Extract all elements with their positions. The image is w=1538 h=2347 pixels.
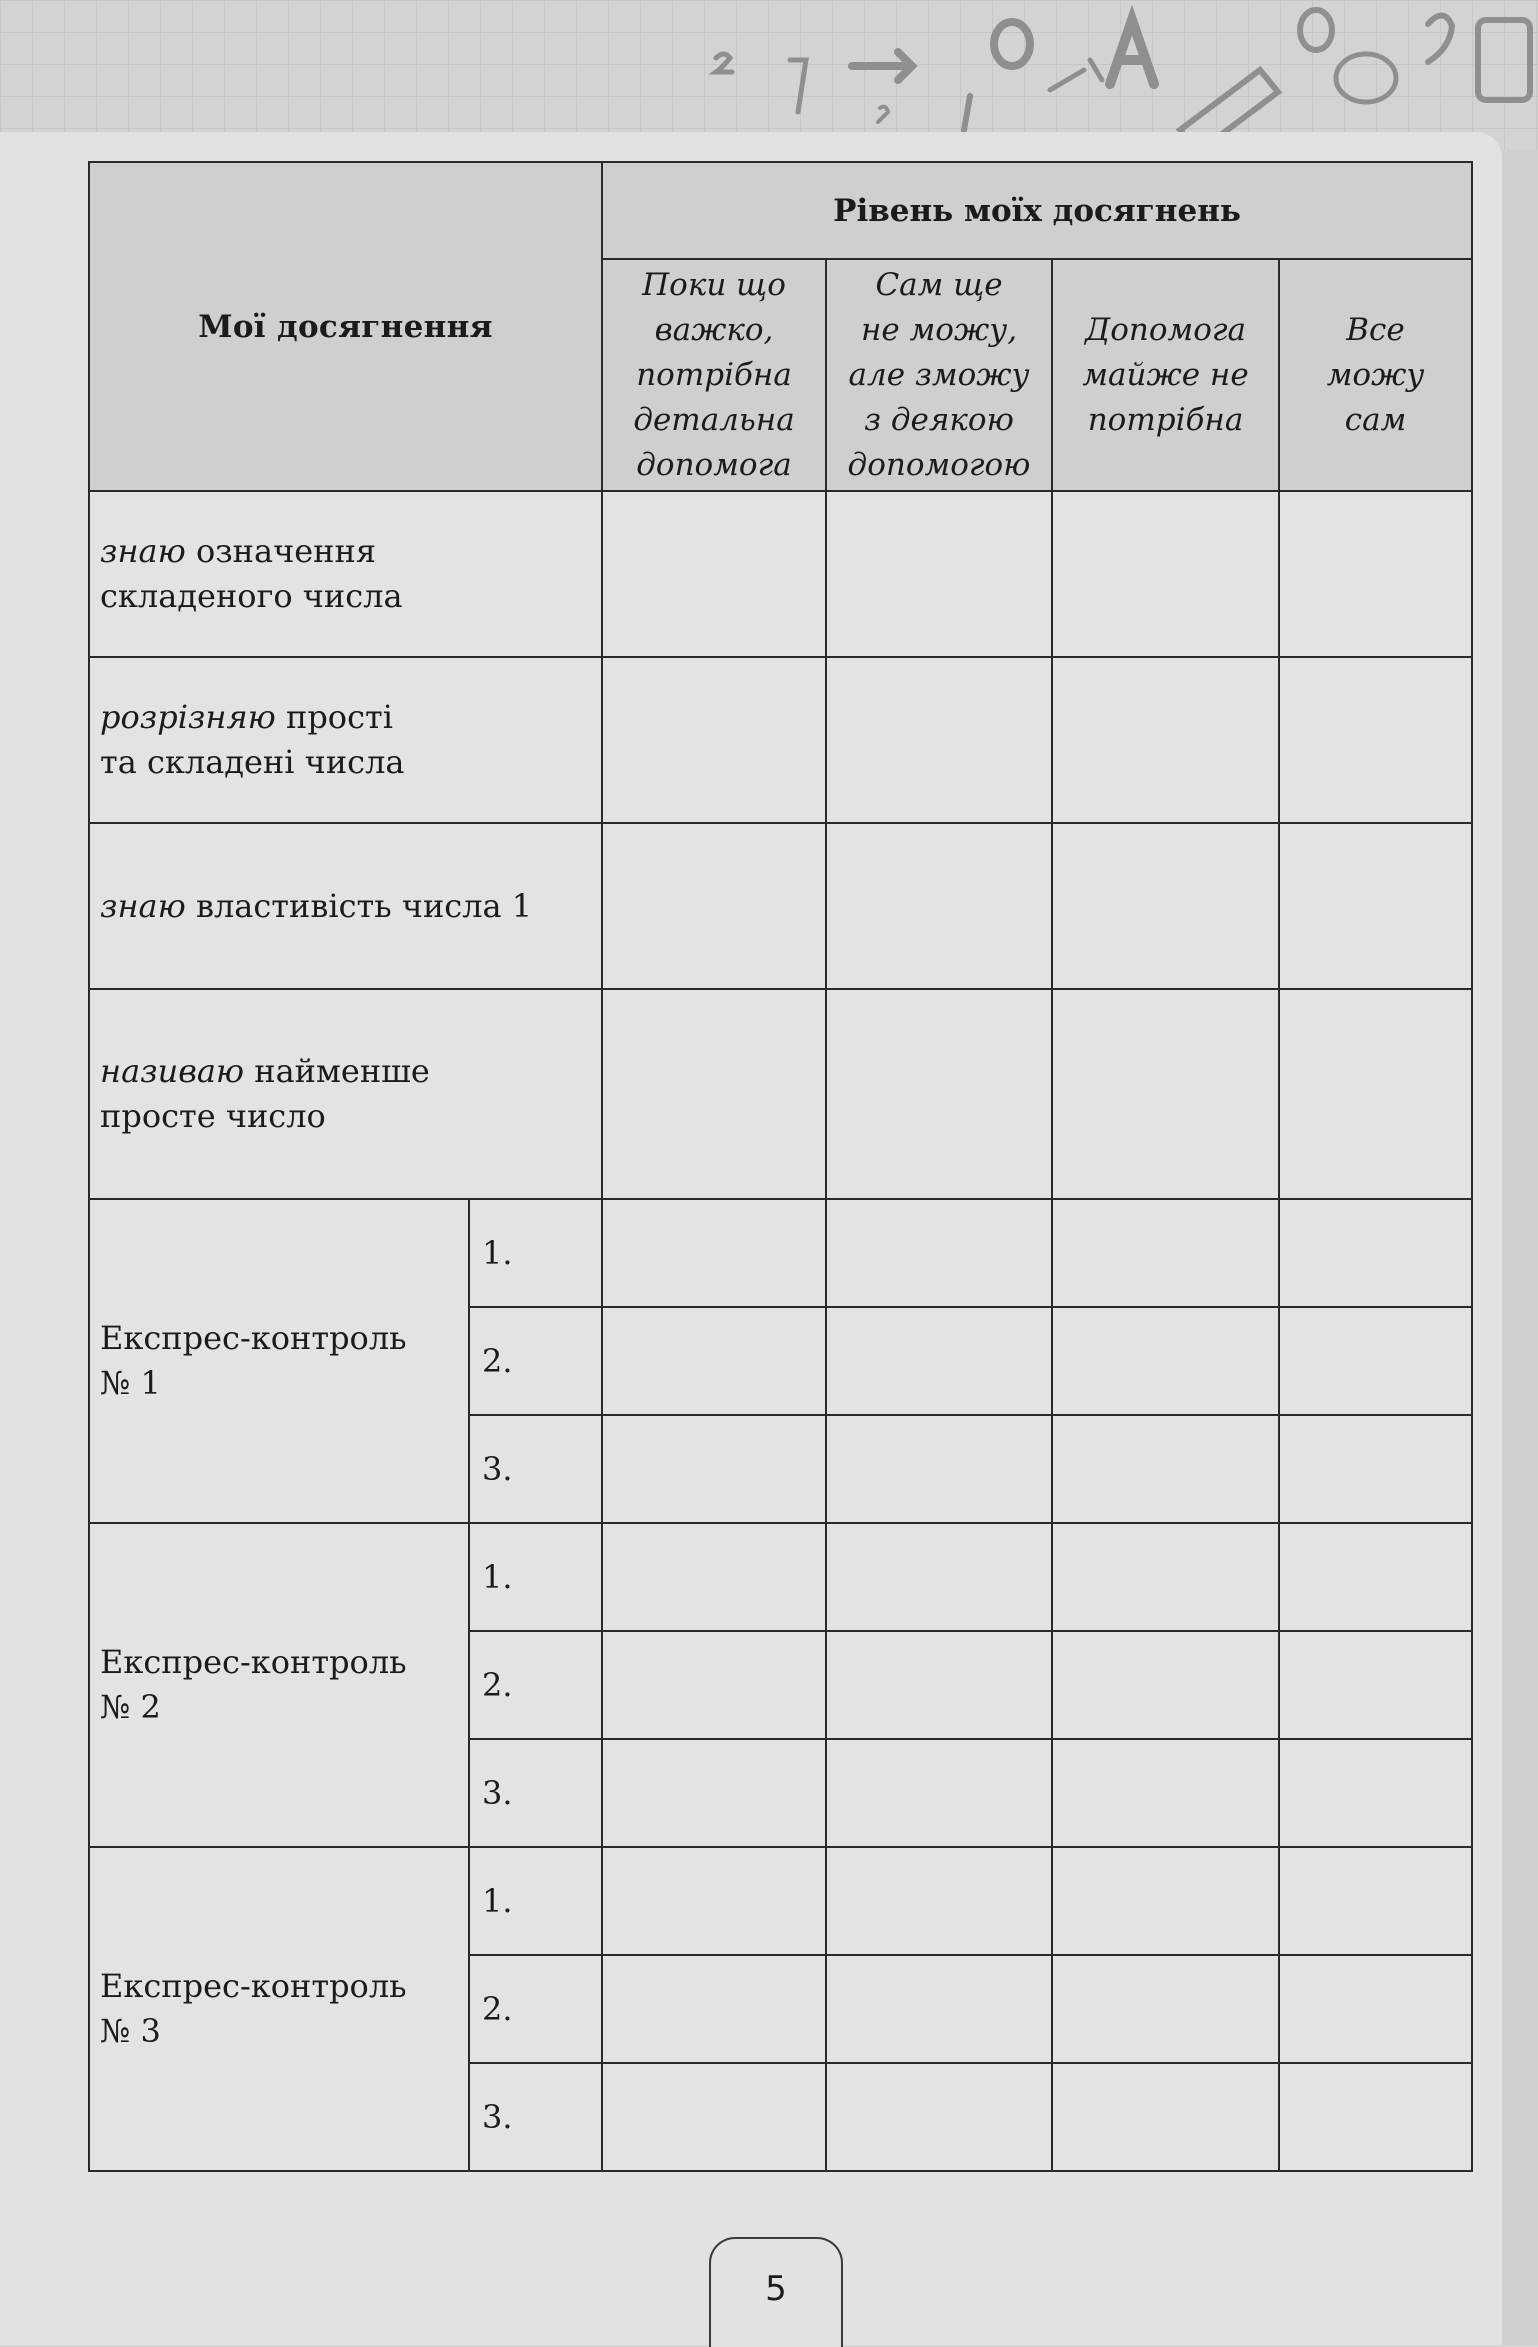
level-line: потрібна bbox=[1087, 401, 1244, 438]
achievements-table-wrap bbox=[88, 161, 1471, 2169]
header-achievements: Мої досягнення bbox=[89, 162, 602, 491]
mark-cell[interactable] bbox=[1279, 1739, 1472, 1847]
level-line: Поки що bbox=[642, 266, 786, 303]
mark-cell[interactable] bbox=[1052, 823, 1279, 989]
digit-doodle bbox=[878, 107, 888, 122]
task-number: 3. bbox=[469, 1739, 602, 1847]
control-number: № 3 bbox=[100, 2012, 161, 2050]
digit-doodle bbox=[1300, 10, 1332, 50]
arrow-doodle bbox=[852, 52, 912, 80]
mark-cell[interactable] bbox=[1052, 989, 1279, 1199]
mark-cell[interactable] bbox=[1052, 1631, 1279, 1739]
achievement-text: означення bbox=[195, 532, 377, 570]
mark-cell[interactable] bbox=[602, 1847, 826, 1955]
mark-cell[interactable] bbox=[602, 823, 826, 989]
mark-cell[interactable] bbox=[1052, 1415, 1279, 1523]
mark-cell[interactable] bbox=[1052, 2063, 1279, 2171]
mark-cell[interactable] bbox=[1279, 657, 1472, 823]
mark-cell[interactable] bbox=[826, 491, 1052, 657]
mark-cell[interactable] bbox=[1052, 1199, 1279, 1307]
mark-cell[interactable] bbox=[1279, 1847, 1472, 1955]
level-line: Сам ще bbox=[875, 266, 1003, 303]
mark-cell[interactable] bbox=[1052, 491, 1279, 657]
mark-cell[interactable] bbox=[1052, 1523, 1279, 1631]
digit-doodle bbox=[716, 54, 732, 72]
mark-cell[interactable] bbox=[826, 1847, 1052, 1955]
table-row bbox=[89, 1199, 1472, 1307]
express-control-label bbox=[89, 1847, 469, 2171]
achievement-cell bbox=[89, 823, 602, 989]
table-row bbox=[89, 823, 1472, 989]
mark-cell[interactable] bbox=[826, 657, 1052, 823]
header-level: Рівень моїх досягнень bbox=[602, 162, 1472, 259]
digit-doodle bbox=[790, 60, 806, 112]
mark-cell[interactable] bbox=[1052, 657, 1279, 823]
achievement-text: властивість числа 1 bbox=[195, 886, 533, 925]
task-number: 3. bbox=[469, 2063, 602, 2171]
digit-doodle bbox=[994, 22, 1030, 66]
calculator-doodle bbox=[1478, 20, 1530, 100]
level-line: важко, bbox=[654, 311, 774, 348]
mark-cell[interactable] bbox=[602, 1955, 826, 2063]
mark-cell[interactable] bbox=[1279, 1955, 1472, 2063]
level-needs-detailed-help bbox=[602, 259, 826, 491]
mark-cell[interactable] bbox=[602, 1739, 826, 1847]
mark-cell[interactable] bbox=[826, 1523, 1052, 1631]
achievement-cell bbox=[89, 657, 602, 823]
task-number: 1. bbox=[469, 1847, 602, 1955]
mark-cell[interactable] bbox=[602, 657, 826, 823]
mark-cell[interactable] bbox=[1052, 1307, 1279, 1415]
level-line: допомогою bbox=[847, 446, 1031, 483]
page-number-tab bbox=[709, 2237, 843, 2347]
mark-cell[interactable] bbox=[826, 1955, 1052, 2063]
digit-doodle bbox=[964, 96, 970, 130]
mark-cell[interactable] bbox=[826, 1739, 1052, 1847]
mark-cell[interactable] bbox=[1279, 823, 1472, 989]
digit-doodle bbox=[1428, 15, 1452, 62]
control-number: № 2 bbox=[100, 1688, 161, 1726]
task-number: 2. bbox=[469, 1955, 602, 2063]
task-number: 2. bbox=[469, 1631, 602, 1739]
level-some-help bbox=[826, 259, 1052, 491]
task-number: 2. bbox=[469, 1307, 602, 1415]
achievement-cell bbox=[89, 491, 602, 657]
mark-cell[interactable] bbox=[602, 2063, 826, 2171]
achievement-verb: знаю bbox=[100, 886, 186, 925]
table-row bbox=[89, 491, 1472, 657]
table-row bbox=[89, 657, 1472, 823]
table-row bbox=[89, 1847, 1472, 1955]
achievements-table bbox=[88, 161, 1473, 2172]
mark-cell[interactable] bbox=[602, 1523, 826, 1631]
mark-cell[interactable] bbox=[1052, 1847, 1279, 1955]
letter-doodle bbox=[1110, 20, 1154, 84]
achievement-text: просте число bbox=[100, 1097, 326, 1135]
pin-doodle bbox=[1050, 60, 1102, 90]
mark-cell[interactable] bbox=[1279, 1523, 1472, 1631]
mark-cell[interactable] bbox=[1052, 1739, 1279, 1847]
task-number: 3. bbox=[469, 1415, 602, 1523]
mark-cell[interactable] bbox=[602, 1199, 826, 1307]
control-title: Експрес-контроль bbox=[100, 1319, 407, 1357]
level-line: не можу, bbox=[860, 311, 1018, 348]
level-line: сам bbox=[1344, 401, 1407, 438]
level-line: з деякою bbox=[864, 401, 1014, 438]
task-number: 1. bbox=[469, 1199, 602, 1307]
level-almost-no-help bbox=[1052, 259, 1279, 491]
achievement-text: складеного числа bbox=[100, 577, 403, 615]
page-number: 5 bbox=[765, 2269, 787, 2309]
level-line: але зможу bbox=[848, 356, 1030, 393]
mark-cell[interactable] bbox=[826, 1415, 1052, 1523]
task-number: 1. bbox=[469, 1523, 602, 1631]
mark-cell[interactable] bbox=[1279, 2063, 1472, 2171]
table-row bbox=[89, 989, 1472, 1199]
mark-cell[interactable] bbox=[1279, 1631, 1472, 1739]
mark-cell[interactable] bbox=[826, 823, 1052, 989]
mark-cell[interactable] bbox=[602, 1307, 826, 1415]
level-line: Все bbox=[1346, 311, 1405, 348]
mark-cell[interactable] bbox=[602, 1415, 826, 1523]
mark-cell[interactable] bbox=[826, 1307, 1052, 1415]
achievement-verb: розрізняю bbox=[100, 698, 276, 736]
express-control-label bbox=[89, 1523, 469, 1847]
achievement-text: найменше bbox=[254, 1052, 430, 1090]
control-title: Експрес-контроль bbox=[100, 1643, 407, 1681]
achievement-verb: знаю bbox=[100, 532, 186, 570]
mark-cell[interactable] bbox=[1279, 491, 1472, 657]
mark-cell[interactable] bbox=[1052, 1955, 1279, 2063]
mark-cell[interactable] bbox=[602, 1631, 826, 1739]
table-row bbox=[89, 1523, 1472, 1631]
level-line: можу bbox=[1326, 356, 1425, 393]
mark-cell[interactable] bbox=[1279, 1199, 1472, 1307]
level-line: Допомога bbox=[1085, 311, 1247, 348]
page-edge bbox=[1502, 150, 1538, 2345]
level-line: детальна bbox=[633, 401, 795, 438]
control-number: № 1 bbox=[100, 1364, 161, 1402]
mark-cell[interactable] bbox=[826, 1631, 1052, 1739]
achievement-text: прості bbox=[285, 698, 393, 736]
mark-cell[interactable] bbox=[1279, 989, 1472, 1199]
control-title: Експрес-контроль bbox=[100, 1967, 407, 2005]
mark-cell[interactable] bbox=[826, 1199, 1052, 1307]
achievement-cell bbox=[89, 989, 602, 1199]
level-line: допомога bbox=[636, 446, 792, 483]
level-line: майже не bbox=[1082, 356, 1249, 393]
level-can-do-all bbox=[1279, 259, 1472, 491]
mark-cell[interactable] bbox=[1279, 1307, 1472, 1415]
mark-cell[interactable] bbox=[602, 989, 826, 1199]
mark-cell[interactable] bbox=[826, 2063, 1052, 2171]
mark-cell[interactable] bbox=[826, 989, 1052, 1199]
mark-cell[interactable] bbox=[1279, 1415, 1472, 1523]
achievement-text: та складені числа bbox=[100, 743, 405, 781]
achievement-verb: називаю bbox=[100, 1052, 245, 1090]
speech-bubble-doodle bbox=[1336, 54, 1396, 102]
mark-cell[interactable] bbox=[602, 491, 826, 657]
express-control-label bbox=[89, 1199, 469, 1523]
level-line: потрібна bbox=[636, 356, 792, 393]
